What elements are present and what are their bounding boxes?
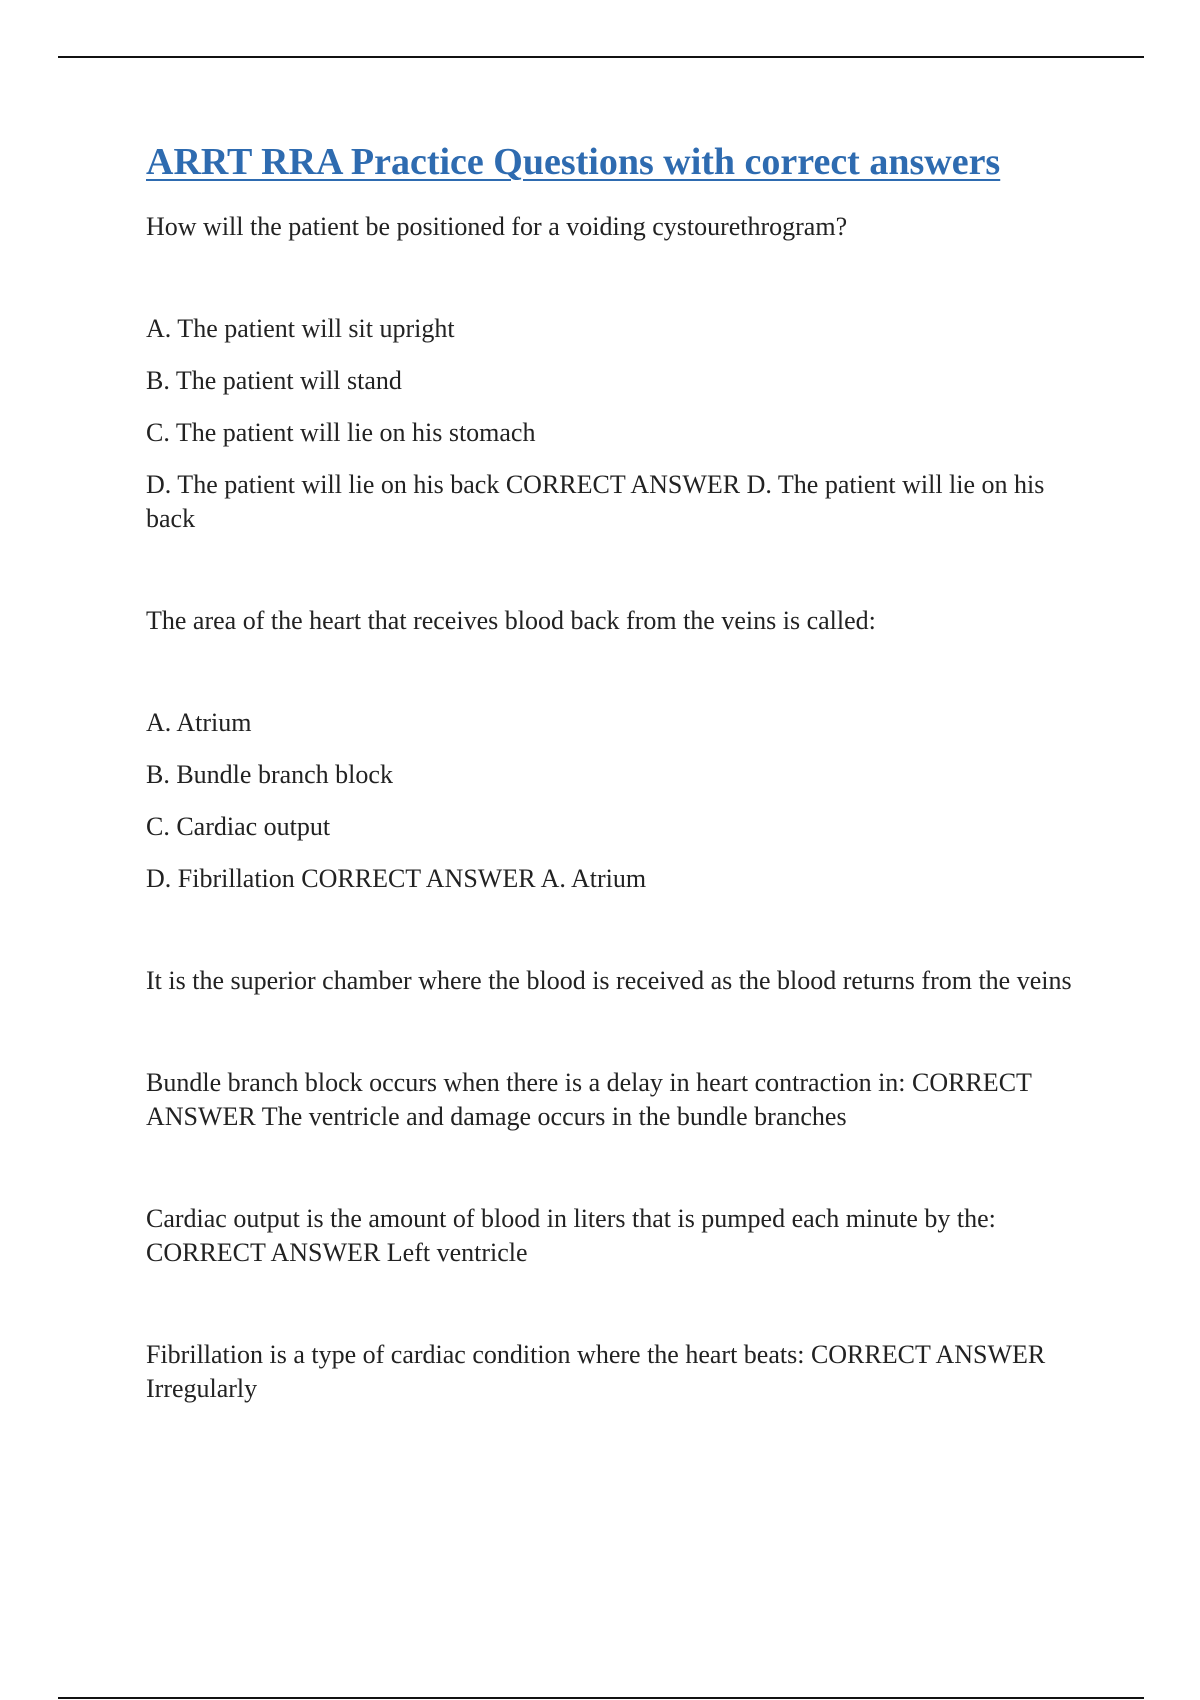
question-2-option-a: A. Atrium (146, 707, 252, 737)
question-2-stem: The area of the heart that receives blood back from the veins is called: (146, 605, 876, 635)
question-2-option-c: C. Cardiac output (146, 811, 331, 841)
question-1-option-b: B. The patient will stand (146, 365, 402, 395)
question-1-option-a: A. The patient will sit upright (146, 313, 455, 343)
top-rule (58, 56, 1144, 58)
question-1-option-d: D. The patient will lie on his back CORRECT ANSWER D. The patient will lie on his back (146, 469, 1045, 533)
bottom-rule (58, 1697, 1144, 1699)
document-title: ARRT RRA Practice Questions with correct answers (146, 141, 1001, 183)
paragraph-bundle-branch-block: Bundle branch block occurs when there is a delay in heart contraction in: CORRECT ANSWER The ventricle and damage occurs in the bundle branches (146, 1067, 1032, 1131)
paragraph-cardiac-output: Cardiac output is the amount of blood in liters that is pumped each minute by the: CORRECT ANSWER Left ventricle (146, 1203, 996, 1267)
question-1-option-c: C. The patient will lie on his stomach (146, 417, 536, 447)
question-2-option-b: B. Bundle branch block (146, 759, 393, 789)
question-1-stem: How will the patient be positioned for a voiding cystourethrogram? (146, 211, 848, 241)
document-body (146, 140, 1096, 1406)
paragraph-atrium-explanation: It is the superior chamber where the blood is received as the blood returns from the veins (146, 965, 1072, 995)
question-2-option-d: D. Fibrillation CORRECT ANSWER A. Atrium (146, 863, 647, 893)
paragraph-fibrillation: Fibrillation is a type of cardiac condition where the heart beats: CORRECT ANSWER Irregularly (146, 1339, 1046, 1403)
